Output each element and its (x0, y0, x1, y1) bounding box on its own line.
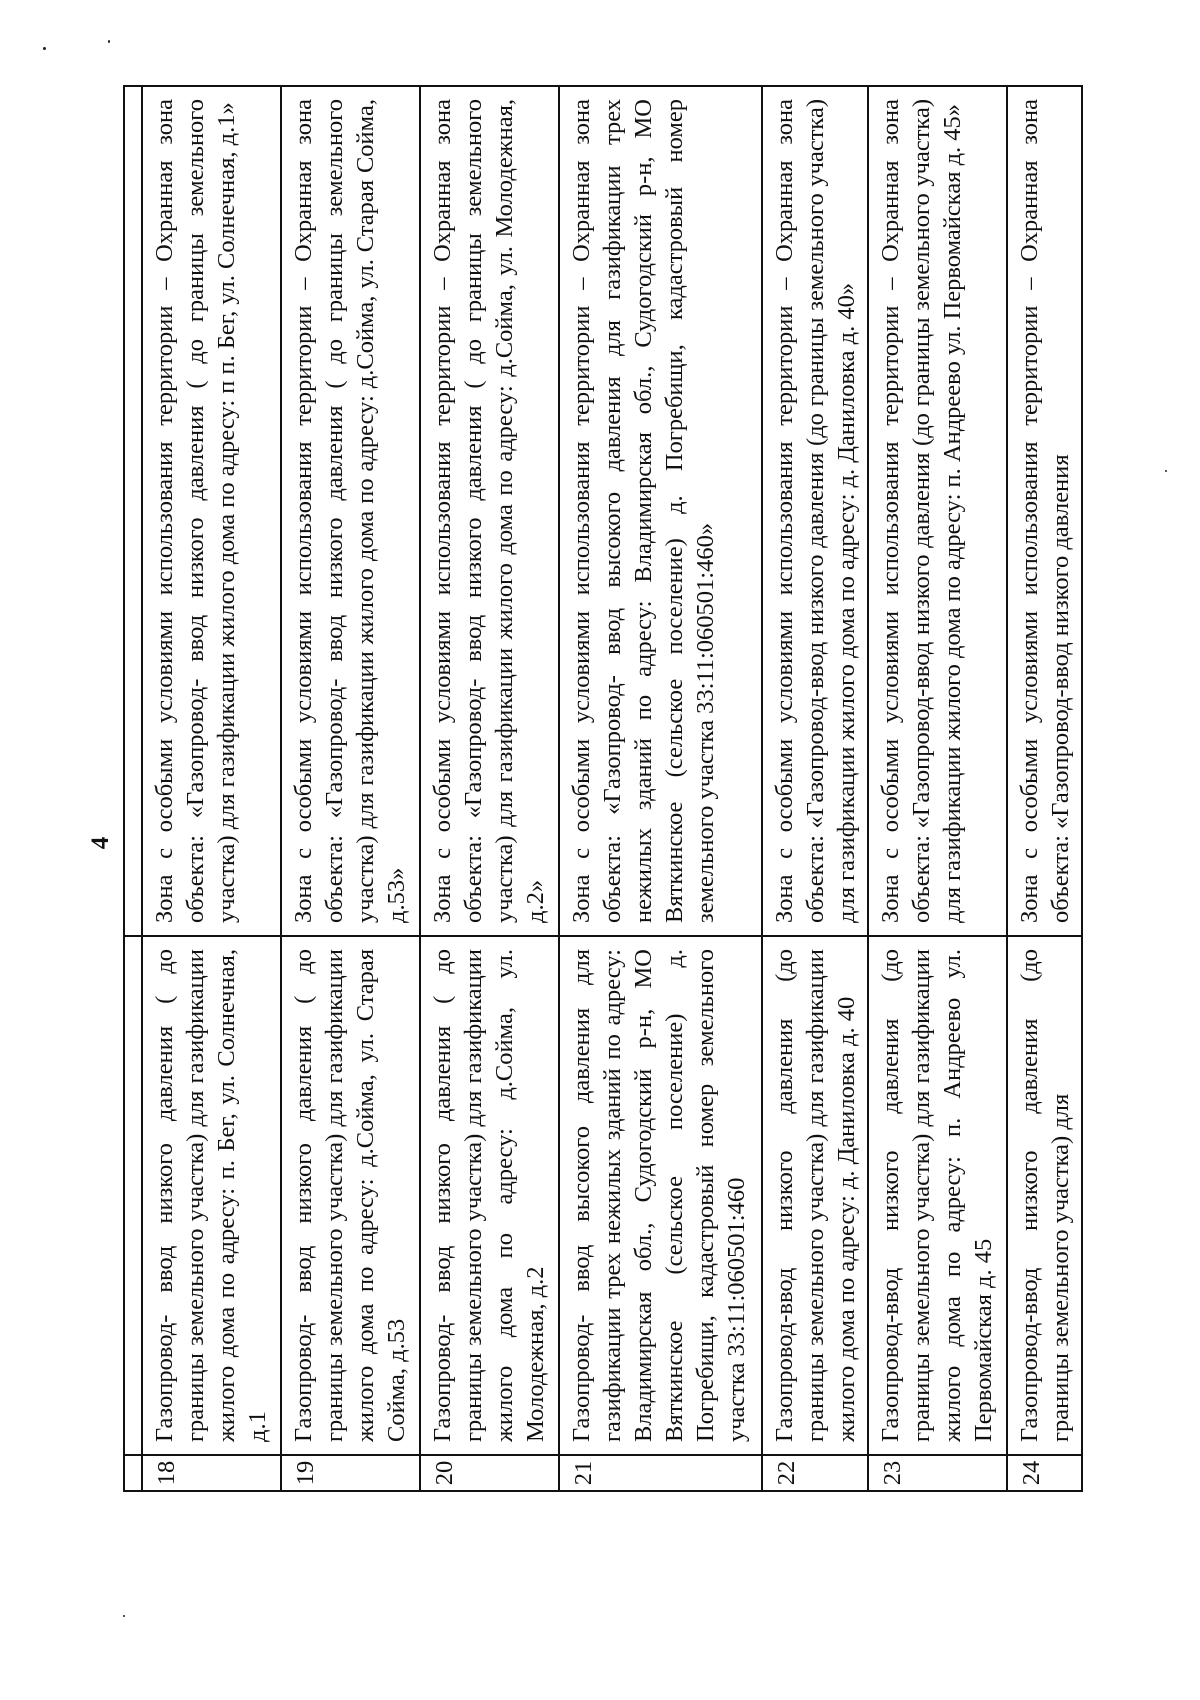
zone-description: Зона с особыми условиями использования территории – Охранная зона объекта: «Газопровод- ввод высокого давления для газификации трех нежилых зданий по адресу: Владимирская обл., Судогодский р-н, МО Вяткинское (сельское поселение) д. Погребищи, кадастровый номер земельного участка 33:11:060501:460» (559, 86, 762, 936)
zone-description: Зона с особыми условиями использования территории – Охранная зона объекта: «Газопровод-ввод низкого давления (до границы земельного участка) для газификации жилого дома по адресу: п. Андреево ул. Первомайская д. 45» (868, 86, 1007, 936)
zone-description: Зона с особыми условиями использования территории – Охранная зона объекта: «Газопровод- ввод низкого давления ( до границы земельного участка) для газификации жилого дома по адресу: д.Сойма, ул. Молодежная, д.2» (420, 86, 559, 936)
row-number: 22 (762, 1455, 869, 1491)
object-description: Газопровод- ввод высокого давления для газификации трех нежилых зданий по адресу: Владимирская обл., Судогодский р-н, МО Вяткинское (сельское поселение) д. Погребищи, кадастровый номер земельного участка 33:11:060501:460 (559, 936, 762, 1455)
object-description: Газопровод- ввод низкого давления ( до границы земельного участка) для газификации жилого дома по адресу: д.Сойма, ул. Молодежная, д.2 (420, 936, 559, 1455)
object-description: Газопровод-ввод низкого давления (до границы земельного участка) для газификации жилого дома по адресу: п. Андреево ул. Первомайская д. 45 (868, 936, 1007, 1455)
row-number: 21 (559, 1455, 762, 1491)
zone-description: Зона с особыми условиями использования территории – Охранная зона объекта: «Газопровод-ввод низкого давления (1007, 86, 1082, 936)
scan-speck (108, 40, 110, 43)
table-row (868, 86, 1007, 1491)
object-description: Газопровод- ввод низкого давления ( до границы земельного участка) для газификации жилого дома по адресу: д.Сойма, ул. Старая Сойма, д.53 (281, 936, 420, 1455)
gas-pipeline-zones-table (123, 85, 1083, 1492)
table-row (559, 86, 762, 1491)
table-row (281, 86, 420, 1491)
object-description: Газопровод-ввод низкого давления (до границы земельного участка) для (1007, 936, 1082, 1455)
zone-description: Зона с особыми условиями использования территории – Охранная зона объекта: «Газопровод-ввод низкого давления (до границы земельного участка) для газификации жилого дома по адресу: д. Даниловка д. 40» (762, 86, 869, 936)
table-row (762, 86, 869, 1491)
zone-description: Зона с особыми условиями использования территории – Охранная зона объекта: «Газопровод- ввод низкого давления ( до границы земельного участка) для газификации жилого дома по адресу: п п. Бег, ул. Солнечная, д.1» (142, 86, 281, 936)
table-row (420, 86, 559, 1491)
header-cell-desc (124, 936, 142, 1455)
row-number: 19 (281, 1455, 420, 1491)
row-number: 23 (868, 1455, 1007, 1491)
header-cell-num (124, 1455, 142, 1491)
scan-speck (43, 47, 46, 50)
page-number: 4 (87, 836, 114, 850)
row-number: 24 (1007, 1455, 1082, 1491)
object-description: Газопровод-ввод низкого давления (до границы земельного участка) для газификации жилого дома по адресу: д. Даниловка д. 40 (762, 936, 869, 1455)
table-row (142, 86, 281, 1491)
header-cell-zone (124, 86, 142, 936)
row-number: 20 (420, 1455, 559, 1491)
zone-description: Зона с особыми условиями использования территории – Охранная зона объекта: «Газопровод- ввод низкого давления ( до границы земельного участка) для газификации жилого дома по адресу: д.Сойма, ул. Старая Сойма, д.53» (281, 86, 420, 936)
object-description: Газопровод- ввод низкого давления ( до границы земельного участка) для газификации жилого дома по адресу: п. Бег, ул. Солнечная, д.1 (142, 936, 281, 1455)
rotated-table-container (123, 87, 1083, 1492)
scan-speck (123, 1615, 125, 1617)
table-row (1007, 86, 1082, 1491)
row-number: 18 (142, 1455, 281, 1491)
scan-speck (1165, 470, 1167, 472)
table-header-row (124, 86, 142, 1491)
